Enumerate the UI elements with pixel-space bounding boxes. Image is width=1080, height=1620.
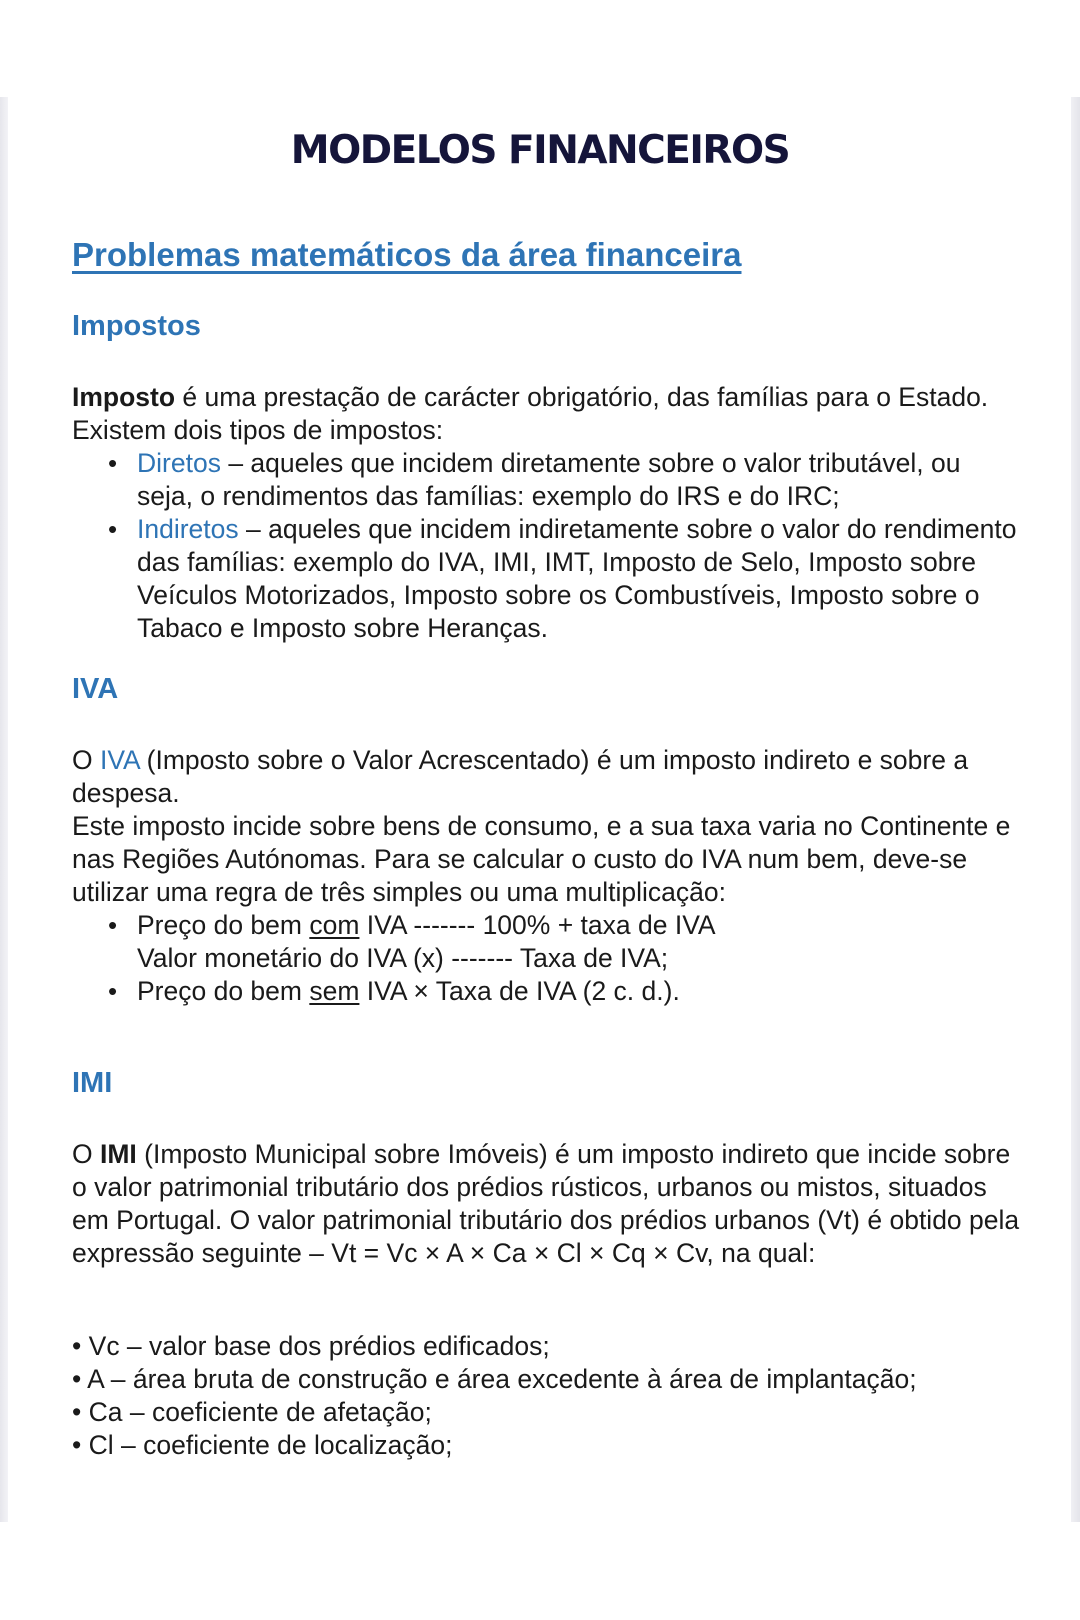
iva-prefix: O — [72, 745, 100, 775]
iva-definition — [72, 744, 1022, 810]
list-item-rule-com-iva — [72, 909, 1022, 975]
imposto-term: Imposto — [72, 382, 176, 412]
section-title: Problemas matemáticos da área financeira — [72, 236, 742, 273]
heading-imi: IMI — [72, 1067, 113, 1099]
diretos-term: Diretos — [137, 448, 221, 478]
list-item-indiretos — [72, 513, 1022, 645]
indiretos-term: Indiretos — [137, 514, 239, 544]
imi-coefficients-list — [72, 1330, 917, 1462]
list-item-a: • A – área bruta de construção e área excedente à área de implantação; — [72, 1364, 917, 1394]
imi-definition-text: (Imposto Municipal sobre Imóveis) é um imposto indireto que incide sobre o valor patrimonial tributário dos prédios rústicos, urbanos ou mistos, situados em Portugal. O valor patrimonial tributário dos prédios urbanos (Vt) é obtido pela expressão seguinte – Vt = Vc × A × Ca × Cl × Cq × Cv, na qual: — [72, 1139, 1020, 1268]
iva-definition-text: (Imposto sobre o Valor Acrescentado) é um imposto indireto e sobre a despesa. — [72, 745, 969, 808]
heading-impostos: Impostos — [72, 310, 201, 342]
iva-paragraph — [72, 744, 1022, 1008]
list-item-vc: • Vc – valor base dos prédios edificados; — [72, 1331, 550, 1361]
rule1-line2: Valor monetário do IVA (x) ------- Taxa de IVA; — [137, 943, 669, 973]
impostos-intro-text: é uma prestação de carácter obrigatório, das famílias para o Estado. Existem dois tipos de impostos: — [72, 382, 989, 445]
document-title: MODELOS FINANCEIROS — [290, 128, 790, 173]
rule1-text-a: Preço do bem — [137, 910, 310, 940]
list-item-cl: • Cl – coeficiente de localização; — [72, 1430, 453, 1460]
rule2-underlined: sem — [309, 976, 360, 1006]
tax-types-list — [72, 447, 1022, 645]
rule1-underlined: com — [309, 910, 360, 940]
list-item-diretos — [72, 447, 1022, 513]
imi-paragraph — [72, 1138, 1022, 1270]
page-edge-right — [1071, 97, 1080, 1522]
impostos-paragraph — [72, 381, 1022, 645]
diretos-text: – aqueles que incidem diretamente sobre o valor tributável, ou seja, o rendimentos das famílias: exemplo do IRS e do IRC; — [137, 448, 961, 511]
imi-prefix: O — [72, 1139, 100, 1169]
rule2-text-a: Preço do bem — [137, 976, 310, 1006]
rule1-text-b: IVA ------- 100% + taxa de IVA — [359, 910, 716, 940]
list-item-ca: • Ca – coeficiente de afetação; — [72, 1397, 432, 1427]
list-item-rule-sem-iva — [72, 975, 1022, 1008]
iva-description: Este imposto incide sobre bens de consumo, e a sua taxa varia no Continente e nas Regiões Autónomas. Para se calcular o custo do IVA num bem, deve-se utilizar uma regra de três simples ou uma multiplicação: — [72, 811, 1011, 907]
heading-iva: IVA — [72, 673, 119, 705]
iva-term: IVA — [99, 745, 140, 775]
page-edge-left — [0, 97, 8, 1522]
indiretos-text: – aqueles que incidem indiretamente sobre o valor do rendimento das famílias: exemplo do IVA, IMI, IMT, Imposto de Selo, Imposto sobre Veículos Motorizados, Imposto sobre os Combustíveis, Imposto sobre o Tabaco e Imposto sobre Heranças. — [137, 514, 1017, 643]
impostos-intro — [72, 381, 1022, 447]
iva-rules-list — [72, 909, 1022, 1008]
imi-term: IMI — [99, 1139, 137, 1169]
rule2-text-b: IVA × Taxa de IVA (2 c. d.). — [359, 976, 680, 1006]
